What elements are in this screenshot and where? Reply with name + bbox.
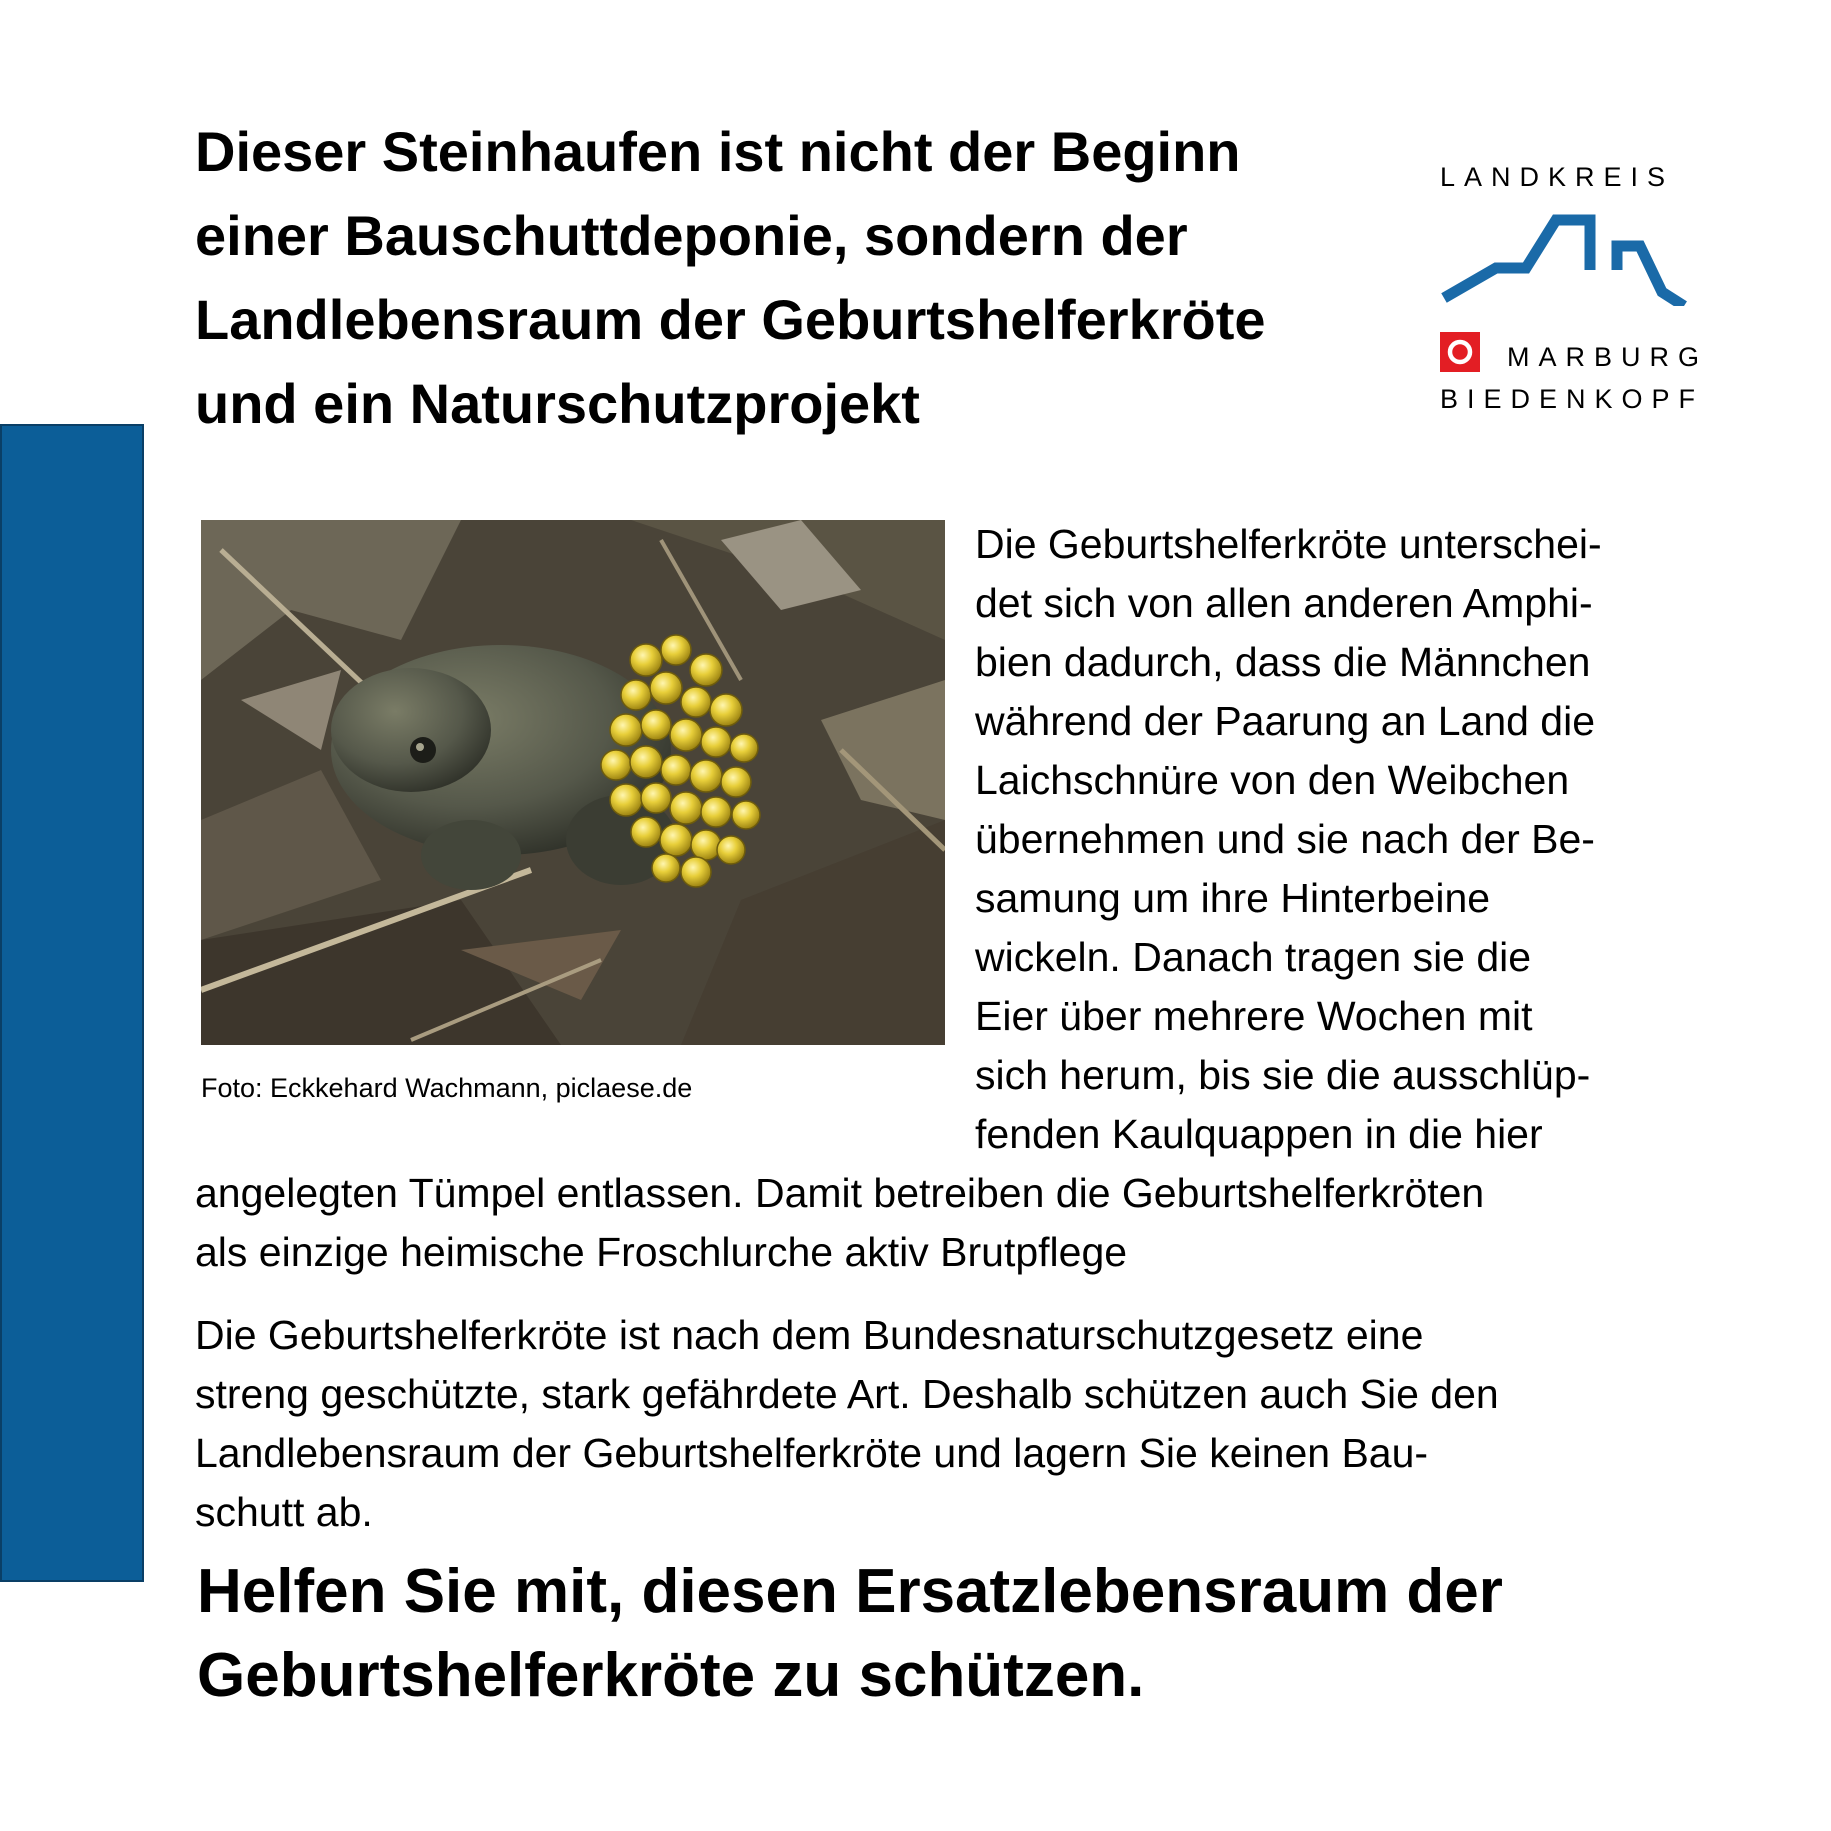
text-line: bien dadurch, dass die Männchen bbox=[975, 639, 1591, 685]
landkreis-logo bbox=[1440, 160, 1709, 420]
text-line: sich herum, bis sie die ausschlüp- bbox=[975, 1052, 1591, 1098]
text-line: während der Paarung an Land die bbox=[975, 698, 1596, 744]
text-line: wickeln. Danach tragen sie die bbox=[975, 934, 1532, 980]
headline-line: einer Bauschuttdeponie, sondern der bbox=[195, 204, 1188, 267]
logo-word-landkreis: LANDKREIS bbox=[1440, 162, 1675, 192]
logo-red-square-icon bbox=[1440, 332, 1480, 372]
closing-line: Geburtshelferkröte zu schützen. bbox=[197, 1641, 1145, 1710]
paragraph-1-column bbox=[975, 515, 1602, 1164]
paragraph-2 bbox=[195, 1306, 1499, 1542]
side-color-bar bbox=[0, 424, 144, 1582]
headline bbox=[195, 110, 1405, 446]
text-line: Eier über mehrere Wochen mit bbox=[975, 993, 1533, 1039]
logo-word-biedenkopf: BIEDENKOPF bbox=[1440, 384, 1705, 414]
text-line: übernehmen und sie nach der Be- bbox=[975, 816, 1595, 862]
text-line: angelegten Tümpel entlassen. Damit betreiben die Geburtshelferkröten bbox=[195, 1170, 1485, 1216]
headline-line: Landlebensraum der Geburtshelferkröte bbox=[195, 288, 1266, 351]
closing-line: Helfen Sie mit, diesen Ersatzlebensraum der bbox=[197, 1557, 1503, 1626]
text-line: Die Geburtshelferkröte ist nach dem Bundesnaturschutzgesetz eine bbox=[195, 1312, 1424, 1358]
text-line: Landlebensraum der Geburtshelferkröte und lagern Sie keinen Bau- bbox=[195, 1430, 1429, 1476]
logo-hills-icon bbox=[1440, 206, 1690, 306]
text-line: samung um ihre Hinterbeine bbox=[975, 875, 1491, 921]
logo-word-marburg: MARBURG bbox=[1507, 342, 1709, 372]
text-line: Laichschnüre von den Weibchen bbox=[975, 757, 1570, 803]
text-line: det sich von allen anderen Amphi- bbox=[975, 580, 1593, 626]
text-line: fenden Kaulquappen in die hier bbox=[975, 1111, 1543, 1157]
text-line: schutt ab. bbox=[195, 1489, 373, 1535]
text-line: streng geschützte, stark gefährdete Art. Deshalb schützen auch Sie den bbox=[195, 1371, 1499, 1417]
closing-appeal bbox=[197, 1550, 1503, 1718]
paragraph-1-continuation bbox=[195, 1164, 1484, 1282]
text-line: Die Geburtshelferkröte unterschei- bbox=[975, 521, 1602, 567]
headline-line: Dieser Steinhaufen ist nicht der Beginn bbox=[195, 120, 1241, 183]
photo-caption: Foto: Eckkehard Wachmann, piclaese.de bbox=[201, 1073, 693, 1103]
text-line: als einzige heimische Froschlurche aktiv Brutpflege bbox=[195, 1229, 1128, 1275]
toad-photo bbox=[201, 520, 945, 1045]
headline-line: und ein Naturschutzprojekt bbox=[195, 372, 920, 435]
